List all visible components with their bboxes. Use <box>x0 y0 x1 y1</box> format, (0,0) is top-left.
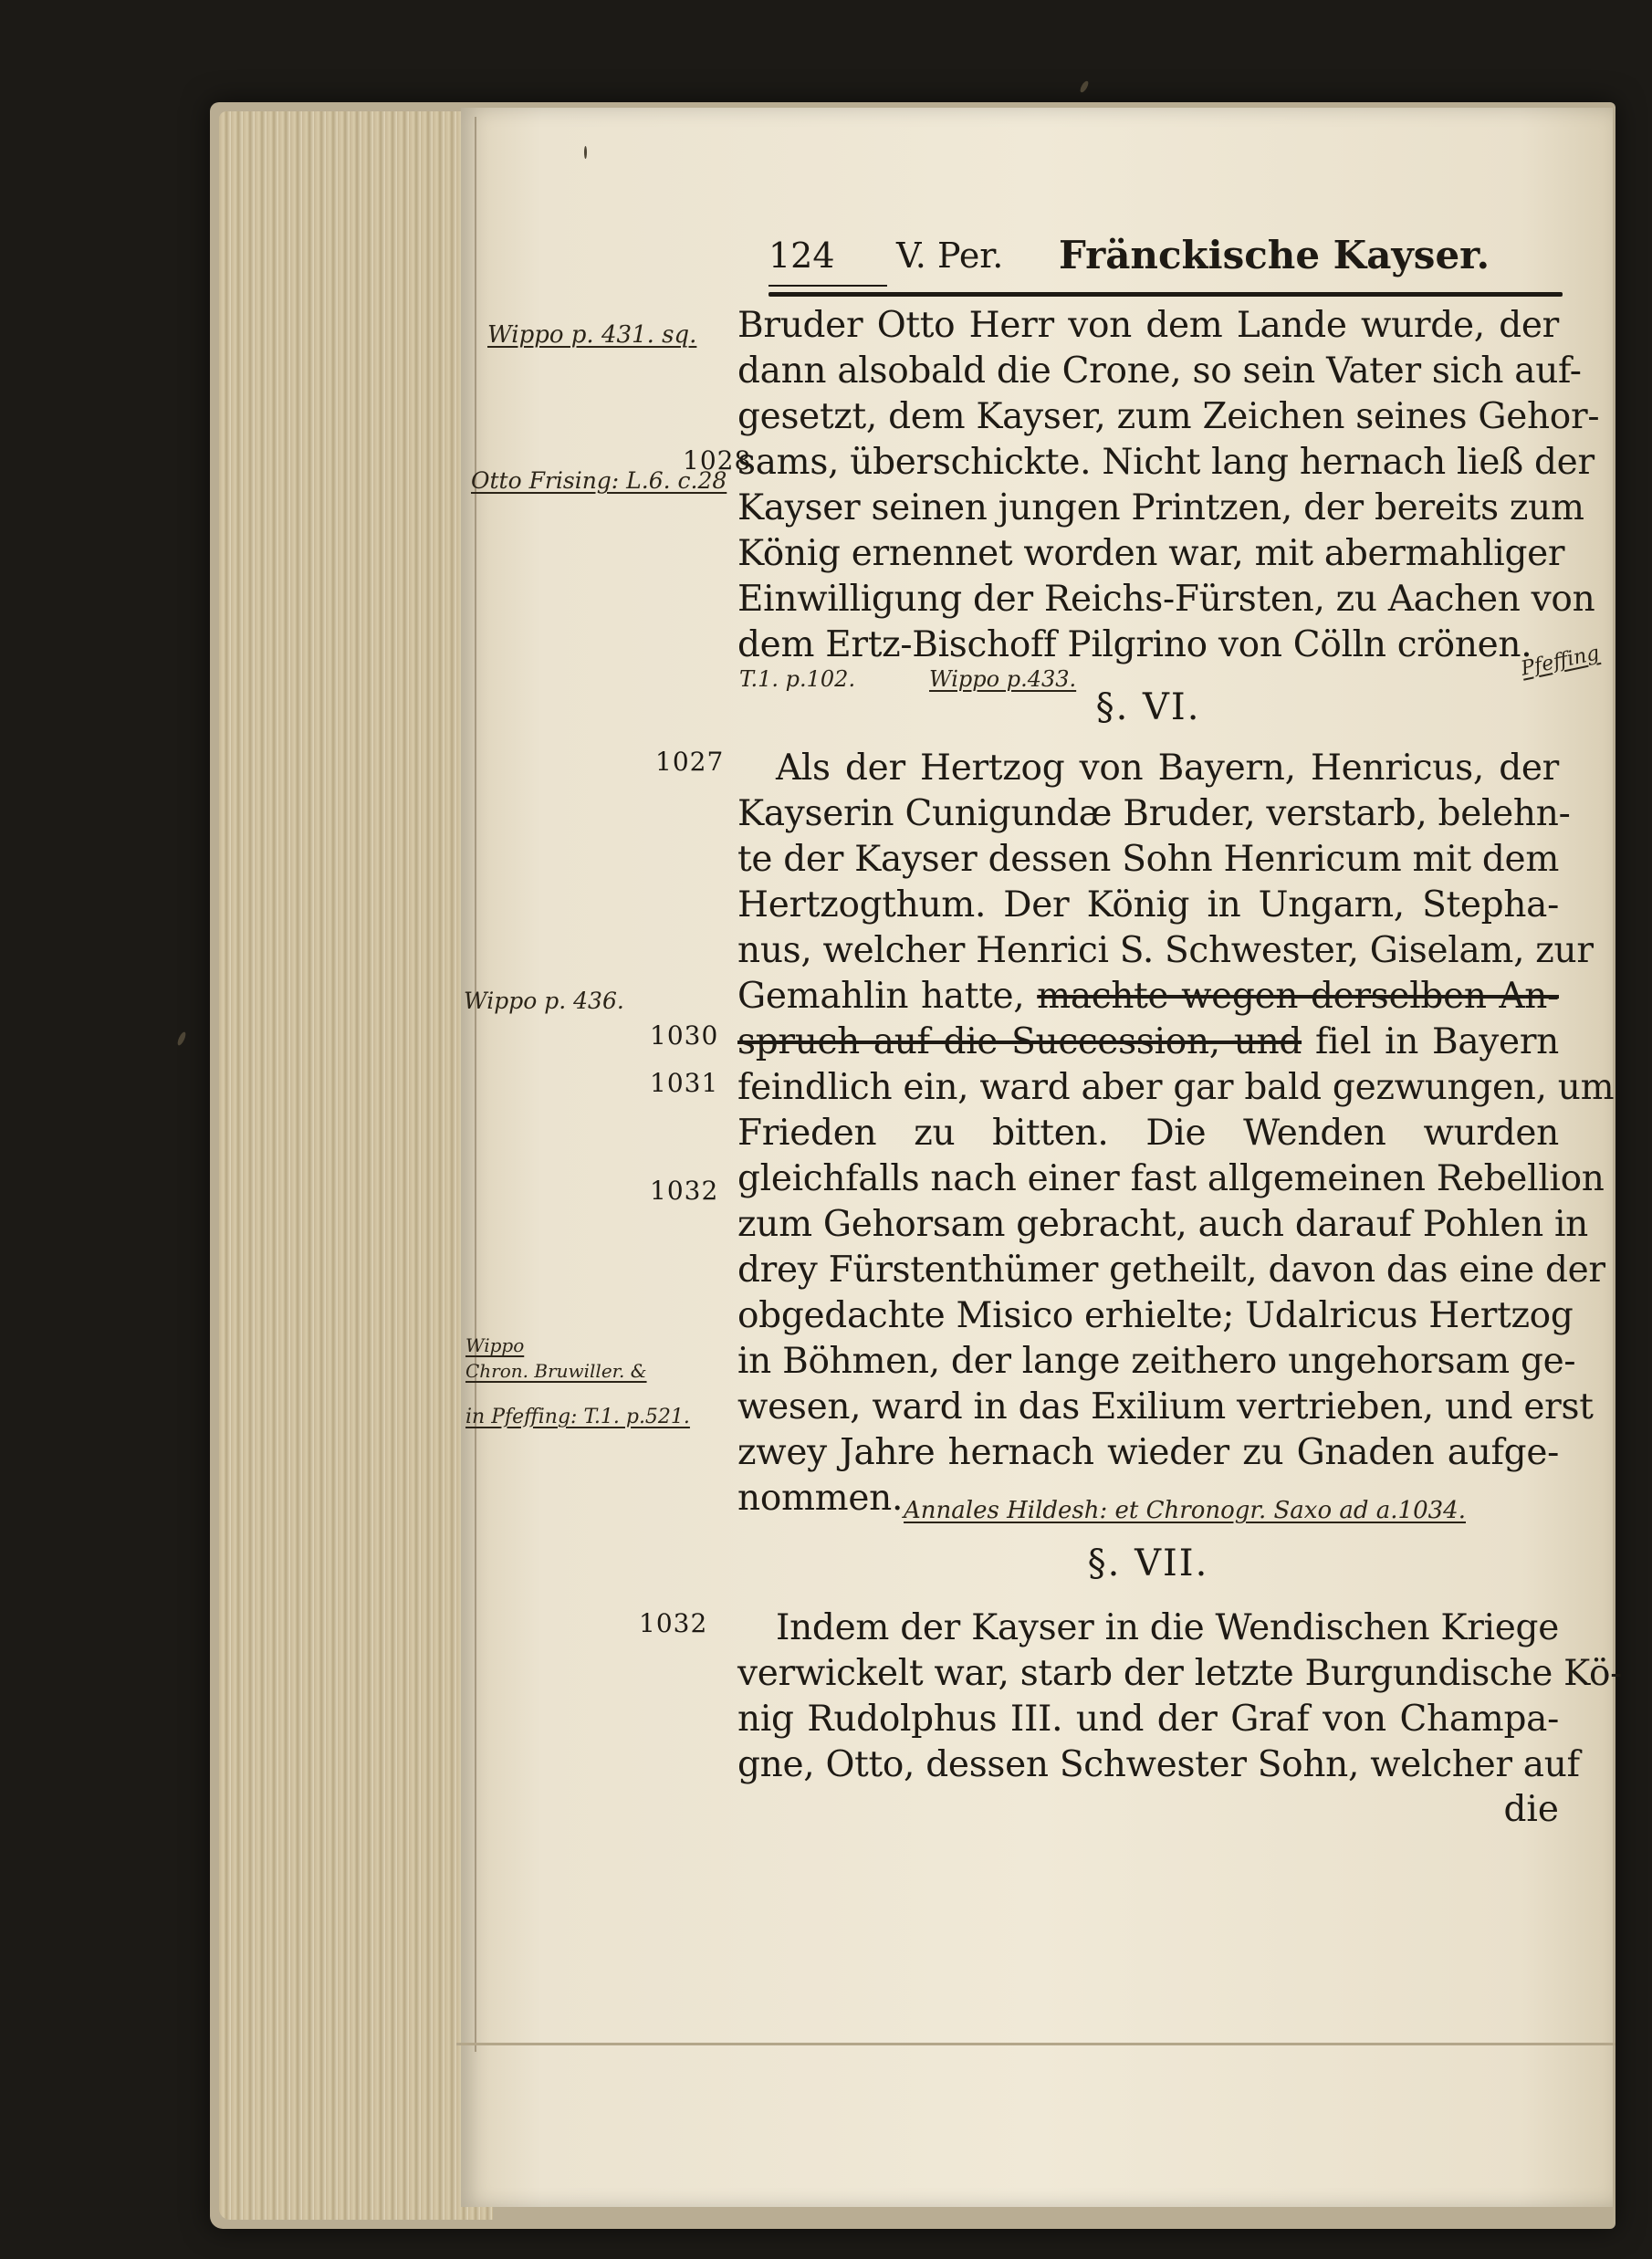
text-line: nommen. <box>737 1478 904 1519</box>
text-line: Einwilligung der Reichs-Fürsten, zu Aachen von <box>737 579 1595 620</box>
margin-year: 1028 <box>683 445 752 476</box>
handwritten-note: Chron. Bruwiller. & <box>465 1360 647 1382</box>
text-line: Kayserin Cunigundæ Bruder, verstarb, belehn- <box>737 793 1571 834</box>
text-line: in Böhmen, der lange zeithero ungehorsam ge- <box>737 1341 1576 1382</box>
text-line: zum Gehorsam gebracht, auch darauf Pohlen in <box>737 1204 1588 1245</box>
header-rule <box>768 292 1563 297</box>
struck-text: spruch auf die Succession, und <box>737 1021 1302 1062</box>
header-rule-short <box>768 285 887 287</box>
text-span: fiel in Bayern <box>1314 1021 1559 1062</box>
handwritten-note: Wippo <box>465 1334 525 1356</box>
text-line: te der Kayser dessen Sohn Henricum mit dem <box>737 839 1559 880</box>
page-edges <box>219 111 493 2220</box>
paper-speck <box>176 1030 187 1046</box>
text-line: gne, Otto, dessen Schwester Sohn, welcher auf <box>737 1744 1580 1785</box>
text-line: drey Fürstenthümer getheilt, davon das eine der <box>737 1250 1605 1291</box>
text-line: Kayser seinen jungen Printzen, der bereits zum <box>737 487 1584 528</box>
handwritten-note: Wippo p.433. <box>929 666 1077 692</box>
text-line: nig Rudolphus III. und der Graf von Champa- <box>737 1699 1559 1740</box>
text-line: Hertzogthum. Der König in Ungarn, Stepha- <box>737 884 1559 926</box>
margin-year: 1031 <box>650 1068 719 1098</box>
text-line: König ernennet worden war, mit abermahliger <box>737 533 1565 574</box>
text-line: nus, welcher Henrici S. Schwester, Giselam, zur <box>737 930 1594 971</box>
handwritten-note: T.1. p.102. <box>739 666 856 692</box>
gutter-line <box>475 117 476 2052</box>
text-line: Frieden zu bitten. Die Wenden wurden <box>737 1113 1559 1154</box>
text-line: Bruder Otto Herr von dem Lande wurde, der <box>737 305 1559 346</box>
text-line: sams, überschickte. Nicht lang hernach ließ der <box>737 442 1594 483</box>
text-span: Gemahlin hatte, <box>737 976 1025 1017</box>
text-line-struck <box>737 1020 1559 1066</box>
struck-text: machte wegen derselben An- <box>1037 976 1559 1017</box>
text-line: dem Ertz-Bischoff Pilgrino von Cölln crönen. <box>737 624 1532 665</box>
text-line-struck <box>737 975 1559 1020</box>
handwritten-note: Annales Hildesh: et Chronogr. Saxo ad a.1034. <box>904 1497 1466 1524</box>
margin-year: 1030 <box>650 1020 719 1051</box>
paper-speck <box>584 146 587 159</box>
section-heading-vii: §. VII. <box>1087 1543 1209 1584</box>
text-line: zwey Jahre hernach wieder zu Gnaden aufge- <box>737 1432 1559 1473</box>
page-number: 124 <box>768 235 835 276</box>
period-label: V. Per. <box>896 235 1004 276</box>
handwritten-note: Pfeffing <box>1519 642 1602 681</box>
catchword: die <box>1503 1789 1559 1830</box>
margin-year: 1032 <box>650 1176 719 1206</box>
text-line: gleichfalls nach einer fast allgemeinen Rebellion <box>737 1158 1605 1199</box>
page-bottom-edge <box>456 2043 1615 2045</box>
text-line: gesetzt, dem Kayser, zum Zeichen seines Gehor- <box>737 396 1600 437</box>
text-line: verwickelt war, starb der letzte Burgundische Kö- <box>737 1653 1623 1694</box>
text-line: obgedachte Misico erhielte; Udalricus Hertzog <box>737 1295 1574 1336</box>
handwritten-note: in Pfeffing: T.1. p.521. <box>465 1406 690 1428</box>
running-title: Fränckische Kayser. <box>1059 233 1490 277</box>
handwritten-note: Otto Frising: L.6. c.28 <box>471 467 727 494</box>
text-line: Indem der Kayser in die Wendischen Kriege <box>776 1607 1559 1648</box>
section-heading-vi: §. VI. <box>1095 686 1201 728</box>
text-line: feindlich ein, ward aber gar bald gezwungen, um <box>737 1067 1615 1108</box>
running-head <box>768 235 1586 290</box>
margin-year: 1027 <box>655 747 725 777</box>
handwritten-note: Wippo p. 436. <box>464 988 624 1014</box>
margin-year: 1032 <box>639 1608 708 1638</box>
handwritten-note: Wippo p. 431. sq. <box>487 321 697 349</box>
text-line: wesen, ward in das Exilium vertrieben, und erst <box>737 1386 1594 1428</box>
text-line: Als der Hertzog von Bayern, Henricus, der <box>776 748 1559 789</box>
paper-speck <box>1079 79 1090 93</box>
text-line: dann alsobald die Crone, so sein Vater sich auf- <box>737 350 1582 392</box>
